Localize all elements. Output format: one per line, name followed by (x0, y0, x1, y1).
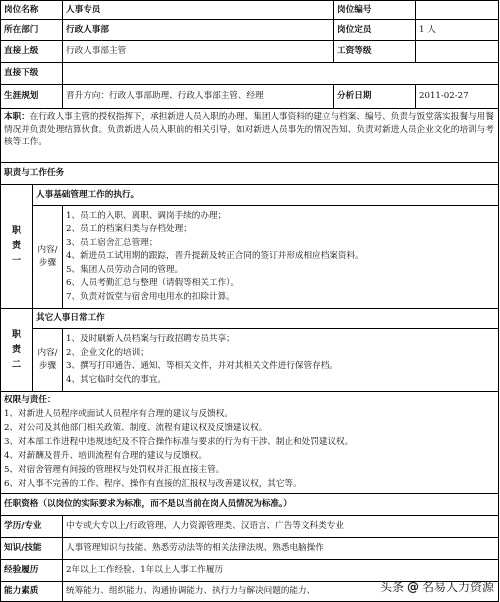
qualification-label: 经验履历 (1, 560, 63, 582)
list-item: 3、员工宿舍汇总管理； (66, 237, 158, 248)
watermark-at-icon: @ (406, 579, 419, 594)
list-item: 1、及时刷新人员档案与行政招聘专员共享； (66, 334, 235, 344)
list-item: 2、企业文化的培训； (66, 347, 149, 358)
duty1-title-row (1, 185, 499, 206)
list-item: 6、对人事不完善的工作、程序、操作有直接的汇报权与改善建议权，其它等。 (4, 479, 302, 489)
qualification-label: 学历/专业 (1, 516, 63, 538)
list-item: 5、对宿舍管理有间接的管理权与处罚权并汇报直接主管。 (4, 465, 225, 475)
list-item: 6、人员考勤汇总与整理（请假等相关工作）。 (66, 278, 240, 289)
analysis-date-label: 分析日期 (334, 85, 416, 109)
duty2-title: 其它人事日常工作 (33, 309, 499, 329)
authority-row (1, 392, 499, 494)
list-item: 2、员工的档案归类与存档处理； (66, 224, 192, 235)
list-item: 5、集团人员劳动合同的管理。 (66, 264, 184, 275)
career-value: 晋升方向：行政人事部助理、行政人事部主管、经理 (63, 85, 334, 109)
qualification-row (1, 538, 499, 560)
duty1-content-row (1, 206, 499, 309)
headcount-value: 1 人 (416, 20, 499, 41)
list-item: 1、员工的入职、离职、调岗手续的办理； (66, 210, 227, 221)
list-item: 3、撰写打印通告、通知、等相关文件，并对其相关文件进行保管存档。 (66, 361, 338, 371)
list-item: 3、对本部工作进程中违规违纪及不符合操作标准与要求的行为有干涉、制止和处罚建议权。 (4, 437, 354, 447)
duty2-content-label: 内容/ 步骤 (33, 329, 63, 392)
duty1-side-label: 职 责 一 (1, 185, 33, 309)
authority-title: 权限与责任： (4, 395, 56, 405)
subordinate-label: 直接下级 (1, 63, 63, 85)
post-code-label: 岗位编号 (334, 1, 416, 20)
subordinate-value (63, 63, 499, 85)
header-row-superior (1, 41, 499, 63)
qualification-label: 能力素质 (1, 582, 63, 602)
qualification-value: 2年以上工作经验、1年以上人事工作履历 (63, 560, 499, 582)
watermark-brand: 头条 (379, 580, 404, 594)
header-row-post (1, 1, 499, 20)
salary-value (416, 41, 499, 63)
summary-text: 在行政人事主管的授权指挥下，承担新进人员入职的办理、集团人事资料的建立与档案、编号、负责与饭堂落实报餐与用餐情况并负责处理结算伙食。负责新进人员入职前的相关引导，如对新进人员事先的情况告知、负责对新进人员企业文化的培训与考核等工作。 (4, 112, 494, 147)
career-label: 生涯规划 (1, 85, 63, 109)
duties-title: 职责与工作任务 (1, 163, 499, 185)
list-item: 4、对薪酬及晋升、培训流程有合理的建议与反馈权。 (4, 451, 208, 461)
analysis-date-value: 2011-02-27 (416, 85, 499, 109)
list-item: 4、新进员工试用期的跟踪，晋升提薪及转正合同的签订并形成相应档案资料。 (66, 251, 364, 262)
duty2-content-row (1, 329, 499, 392)
headcount-label: 岗位定员 (334, 20, 416, 41)
post-code-value (416, 1, 499, 20)
salary-label: 工资等级 (334, 41, 416, 63)
header-row-dept (1, 20, 499, 41)
source-watermark (380, 578, 494, 595)
duty1-content-label: 内容/ 步骤 (33, 206, 63, 309)
dept-value: 行政人事部 (63, 20, 334, 41)
header-row-subordinate (1, 63, 499, 85)
post-name-label: 岗位名称 (1, 1, 63, 20)
qualification-value: 人事管理知识与技能、熟悉劳动法等的相关法律法规、熟悉电脑操作 (63, 538, 499, 560)
dept-label: 所在部门 (1, 20, 63, 41)
qualification-title-row (1, 494, 499, 516)
list-item: 7、负责对饭堂与宿舍用电用水的扣除计算。 (66, 291, 235, 302)
qualification-label: 知识/技能 (1, 538, 63, 560)
qualification-value: 中专或大专以上/行政管理、人力资源管理类、汉语言、广告等文科类专业 (63, 516, 499, 538)
header-row-career (1, 85, 499, 109)
summary-row (1, 109, 499, 163)
superior-label: 直接上级 (1, 41, 63, 63)
list-item: 1、对新进人员程序或面试人员程序有合理的建议与反馈权。 (4, 409, 233, 419)
qualification-value: 统筹能力、组织能力、沟通协调能力、执行力与解决问题的能力、 (63, 582, 499, 602)
qualification-row (1, 516, 499, 538)
list-item: 4、其它临时交代的事宜。 (66, 374, 167, 385)
duty2-side-label: 职 责 二 (1, 309, 33, 392)
duty2-items (63, 329, 499, 392)
duty1-items (63, 206, 499, 309)
duty2-title-row (1, 309, 499, 329)
duties-title-row (1, 163, 499, 185)
summary-label: 本职： (4, 112, 30, 122)
list-item: 2、对公司及其他部门相关政策、制度、流程有建议权及反馈建议权。 (4, 423, 268, 433)
superior-value: 行政人事部主管 (63, 41, 334, 63)
watermark-source: 名易人力资源 (421, 580, 494, 594)
post-name-value: 人事专员 (63, 1, 334, 20)
duty1-title: 人事基础管理工作的执行。 (33, 185, 499, 206)
qualification-title: 任职资格（以岗位的实际要求为标准，而不是以当前在岗人员情况为标准。） (1, 494, 499, 516)
